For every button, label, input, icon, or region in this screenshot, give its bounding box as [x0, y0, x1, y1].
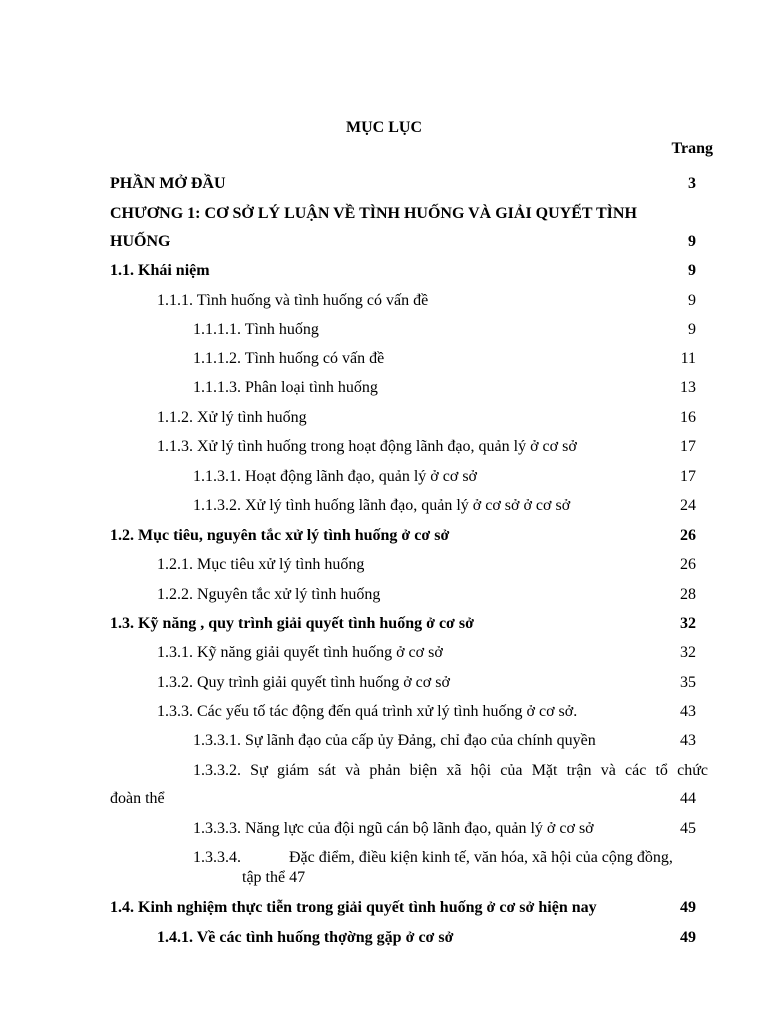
- toc-entry[interactable]: [193, 349, 696, 369]
- toc-entry-text: 1.2.1. Mục tiêu xử lý tình huống: [157, 556, 365, 573]
- toc-entry-page: 49: [680, 929, 696, 946]
- toc-entry[interactable]: [110, 174, 696, 194]
- toc-entry-text-line1[interactable]: 1.3.3.2. Sự giám sát và phản biện xã hội của Mặt trận và các tổ chức: [193, 762, 708, 779]
- toc-entry-text-line2: đoàn thể: [110, 790, 165, 807]
- toc-entry[interactable]: [110, 789, 696, 809]
- toc-entry-page: 43: [680, 703, 696, 720]
- toc-entry-text: 1.1.1.3. Phân loại tình huống: [193, 379, 378, 396]
- toc-entry-text: 1.1.2. Xử lý tình huống: [157, 409, 307, 426]
- toc-entry-page: 43: [680, 732, 696, 749]
- toc-entry-text: 1.1.1.2. Tình huống có vấn đề: [193, 350, 385, 367]
- toc-entry-text: 1.1.1.1. Tình huống: [193, 321, 319, 338]
- page-column-label: Trang: [671, 140, 713, 157]
- toc-entry-page: 28: [680, 586, 696, 603]
- toc-entry[interactable]: [110, 898, 696, 918]
- toc-title: MỤC LỤC: [346, 119, 422, 136]
- toc-entry-text-line2[interactable]: tập thể 47: [242, 869, 306, 886]
- toc-entry-page: 9: [688, 262, 696, 279]
- toc-entry[interactable]: [193, 378, 696, 398]
- toc-entry-page: 9: [688, 233, 696, 250]
- toc-entry-text: 1.3.3. Các yếu tố tác động đến quá trình xử lý tình huống ở cơ sở.: [157, 703, 578, 720]
- toc-entry-text-line1: CHƯƠNG 1: CƠ SỞ LÝ LUẬN VỀ TÌNH HUỐNG VÀ GIẢI QUYẾT TÌNH: [110, 205, 637, 222]
- toc-entry-text: 1.1.1. Tình huống và tình huống có vấn đề: [157, 292, 429, 309]
- toc-entry[interactable]: [157, 643, 696, 663]
- toc-entry-page: 32: [680, 644, 696, 661]
- toc-entry-text: 1.3.2. Quy trình giải quyết tình huống ở cơ sở: [157, 674, 450, 691]
- toc-entry[interactable]: [157, 585, 696, 605]
- toc-entry-page: 35: [680, 674, 696, 691]
- toc-entry-page: 32: [680, 615, 696, 632]
- toc-entry[interactable]: [157, 408, 696, 428]
- toc-entry[interactable]: [110, 261, 696, 281]
- toc-entry-text: 1.3.3.1. Sự lãnh đạo của cấp ủy Đảng, chỉ đạo của chính quyền: [193, 732, 596, 749]
- toc-entry-page: 17: [680, 438, 696, 455]
- toc-entry-chapter[interactable]: [110, 204, 714, 224]
- toc-entry-page: 9: [688, 321, 696, 338]
- toc-entry-text-line1[interactable]: Đặc điểm, điều kiện kinh tế, văn hóa, xã hội của cộng đồng,: [289, 849, 673, 866]
- toc-entry-page: 16: [680, 409, 696, 426]
- toc-entry[interactable]: [157, 928, 696, 948]
- toc-entry-page: 26: [680, 556, 696, 573]
- toc-entry-page: 45: [680, 820, 696, 837]
- toc-entry[interactable]: [193, 320, 696, 340]
- toc-entry-text: 1.1.3.2. Xử lý tình huống lãnh đạo, quản lý ở cơ sở ở cơ sở: [193, 497, 571, 514]
- toc-entry-page: 17: [680, 468, 696, 485]
- toc-entry[interactable]: [157, 291, 696, 311]
- toc-entry-text: 1.2. Mục tiêu, nguyên tắc xử lý tình huống ở cơ sở: [110, 527, 450, 544]
- toc-entry[interactable]: [193, 819, 696, 839]
- toc-entry-text: PHẦN MỞ ĐẦU: [110, 175, 226, 192]
- toc-entry-page: 11: [680, 350, 696, 367]
- toc-entry[interactable]: [110, 526, 696, 546]
- toc-entry-text: 1.2.2. Nguyên tắc xử lý tình huống: [157, 586, 381, 603]
- toc-entry[interactable]: [157, 437, 696, 457]
- toc-entry-page: 3: [688, 175, 696, 192]
- toc-entry[interactable]: [193, 731, 696, 751]
- toc-entry-text: 1.1.3.1. Hoạt động lãnh đạo, quản lý ở cơ sở: [193, 468, 478, 485]
- toc-entry-text-line2: HUỐNG: [110, 233, 171, 250]
- toc-entry-text: 1.4.1. Về các tình huống thợờng gặp ở cơ sở: [157, 929, 454, 946]
- toc-entry-text: 1.3.1. Kỹ năng giải quyết tình huống ở cơ sở: [157, 644, 443, 661]
- toc-entry-number: 1.3.3.4.: [193, 849, 241, 866]
- toc-entry-page: 9: [688, 292, 696, 309]
- toc-entry[interactable]: [157, 555, 696, 575]
- toc-entry-page: 44: [680, 790, 696, 807]
- toc-entry[interactable]: [157, 702, 696, 722]
- toc-entry-text: 1.1. Khái niệm: [110, 262, 210, 279]
- toc-entry[interactable]: [193, 496, 696, 516]
- toc-entry-page: 49: [680, 899, 696, 916]
- toc-entry-text: 1.3. Kỹ năng , quy trình giải quyết tình huống ở cơ sở: [110, 615, 474, 632]
- toc-entry-text: 1.1.3. Xử lý tình huống trong hoạt động lãnh đạo, quản lý ở cơ sở: [157, 438, 577, 455]
- toc-entry-page: 26: [680, 527, 696, 544]
- toc-entry-text: 1.4. Kinh nghiệm thực tiễn trong giải quyết tình huống ở cơ sở hiện nay: [110, 899, 597, 916]
- toc-entry-chapter-cont[interactable]: [110, 232, 696, 252]
- toc-entry-page: 13: [680, 379, 696, 396]
- toc-entry[interactable]: [110, 614, 696, 634]
- toc-entry[interactable]: [193, 467, 696, 487]
- toc-entry[interactable]: [157, 673, 696, 693]
- toc-entry-page: 24: [680, 497, 696, 514]
- toc-entry-text: 1.3.3.3. Năng lực của đội ngũ cán bộ lãnh đạo, quản lý ở cơ sở: [193, 820, 594, 837]
